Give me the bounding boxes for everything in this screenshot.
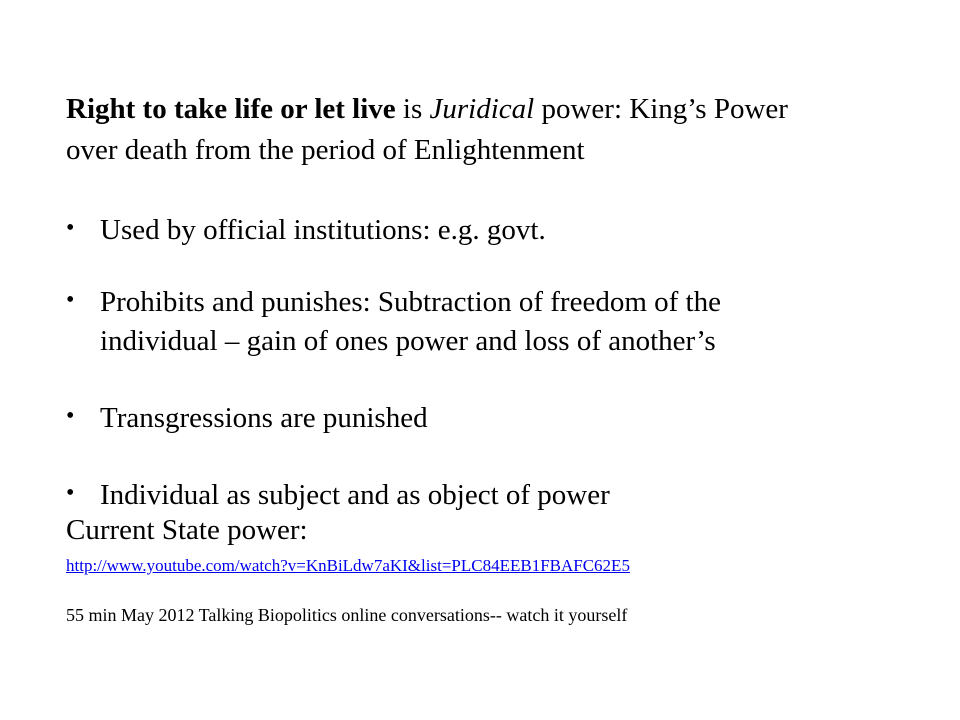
bullet-text-line-1: Prohibits and punishes: Subtraction of freedom of the xyxy=(100,286,721,318)
bullet-text: Individual as subject and as object of power xyxy=(100,479,610,511)
heading-bold-text: Right to take life or let live xyxy=(66,93,396,125)
heading-line-2: over death from the period of Enlightenment xyxy=(66,134,585,166)
heading-line-1 xyxy=(66,95,788,124)
footer-note: 55 min May 2012 Talking Biopolitics online conversations-- watch it yourself xyxy=(66,605,628,625)
bullet-text: Used by official institutions: e.g. govt. xyxy=(100,214,546,246)
bullet-text-line-2: individual – gain of ones power and loss of another’s xyxy=(100,325,716,357)
bullet-icon: • xyxy=(66,403,75,429)
current-state-label: Current State power: xyxy=(66,514,308,546)
bullet-text: Transgressions are punished xyxy=(100,402,428,434)
youtube-link[interactable]: http://www.youtube.com/watch?v=KnBiLdw7aKI&list=PLC84EEB1FBAFC62E5 xyxy=(66,556,630,575)
bullet-icon: • xyxy=(66,480,75,506)
heading-mid-text: is xyxy=(395,93,430,125)
heading-rest-text: power: King’s Power xyxy=(534,93,788,125)
heading-italic-text: Juridical xyxy=(429,93,535,125)
bullet-icon: • xyxy=(66,287,75,313)
bullet-icon: • xyxy=(66,215,75,241)
